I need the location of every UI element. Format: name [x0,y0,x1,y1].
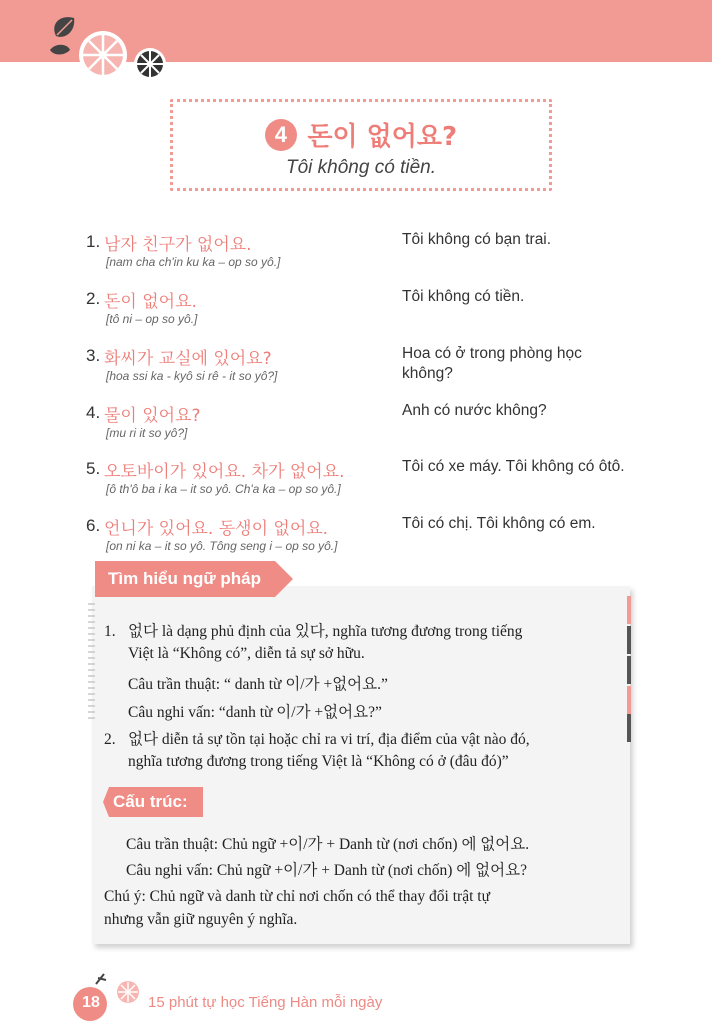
statement-pattern: Câu trần thuật: “ danh từ 이/가 +없어요.” [128,676,388,693]
lesson-title-box [170,99,552,191]
example-korean: 화씨가 교실에 있어요? [104,349,272,369]
grammar-item-text: nghĩa tương đương trong tiếng Việt là “Không có ở (đâu đó)” [128,753,509,770]
example-translation: Tôi không có tiền. [402,288,525,305]
example-item [86,340,686,390]
example-korean: 물이 있어요? [104,406,201,426]
grapefruit-slice-icon [79,31,127,79]
leaf-icon [50,17,74,54]
book-title: 15 phút tự học Tiếng Hàn mỗi ngày [148,994,383,1011]
side-marker [627,596,631,624]
example-korean: 돈이 없어요. [104,292,197,312]
note-text: nhưng vẫn giữ nguyên ý nghĩa. [104,911,298,928]
structure-heading: Cấu trúc: [113,792,188,811]
example-number: 6. [86,516,101,535]
example-romanization: [hoa ssi ka - kyô si rê - it so yô?] [106,369,278,383]
page-number: 18 [82,994,100,1011]
example-romanization: [tô ni – op so yô.] [106,312,198,326]
example-translation: Hoa có ở trong phòng học không? [402,345,582,382]
side-marker [627,626,631,654]
question-pattern: Câu nghi vấn: “danh từ 이/가 +없어요?” [128,704,382,721]
example-number: 3. [86,346,101,365]
lesson-title-vietnamese: Tôi không có tiền. [286,157,436,178]
side-marker [627,686,631,714]
example-romanization: [nam cha ch'in ku ka – op so yô.] [106,255,281,269]
example-item [86,283,686,333]
example-number: 1. [86,232,101,251]
grammar-heading: Tìm hiểu ngữ pháp [108,569,262,588]
grammar-item-number: 2. [104,731,116,748]
example-korean: 언니가 있어요. 동생이 없어요. [104,519,329,539]
note-text: Chú ý: Chủ ngữ và danh từ chỉ nơi chốn có thể thay đổi trật tự [104,888,490,905]
example-romanization: [on ni ka – it so yô. Tông seng i – op so yô.] [106,539,338,553]
example-translation: Anh có nước không? [402,402,547,419]
grammar-item-text: Việt là “Không có”, diễn tả sự sở hữu. [128,645,365,662]
example-translation: Tôi không có bạn trai. [402,231,552,248]
grammar-item-number: 1. [104,623,116,640]
example-korean: 오토바이가 있어요. 차가 없어요. [104,462,345,482]
example-item [86,397,686,447]
notebook-rings [86,600,96,940]
lesson-title-line [173,116,549,153]
structure-statement: Câu trần thuật: Chủ ngữ +이/가 + Danh từ (nơi chốn) 에 없어요. [126,836,530,853]
lesson-number-badge: 4 [265,119,297,151]
example-romanization: [ô th'ô ba i ka – it so yô. Ch'a ka – op so yô.] [106,482,341,496]
example-translation: Tôi có chị. Tôi không có em. [402,515,596,532]
example-item [86,453,686,503]
example-translation: Tôi có xe máy. Tôi không có ôtô. [402,458,625,475]
grapefruit-slice-dark-icon [134,48,166,80]
example-korean: 남자 친구가 없어요. [104,235,252,255]
side-marker [627,656,631,684]
structure-question: Câu nghi vấn: Chủ ngữ +이/가 + Danh từ (nơi chốn) 에 없어요? [126,862,527,879]
grammar-item-text: 없다 diễn tả sự tồn tại hoặc chỉ ra vi trí, địa điểm của vật nào đó, [128,731,530,748]
side-marker [627,714,631,742]
lesson-title-korean: 돈이 없어요? [307,122,458,152]
example-number: 2. [86,289,101,308]
header-decoration [48,10,178,85]
example-number: 5. [86,459,101,478]
example-number: 4. [86,403,101,422]
grammar-item-text: 없다 là dạng phủ định của 있다, nghĩa tương đương trong tiếng [128,623,523,640]
example-item [86,226,686,276]
example-item [86,510,686,560]
example-romanization: [mu ri it so yô?] [106,426,188,440]
